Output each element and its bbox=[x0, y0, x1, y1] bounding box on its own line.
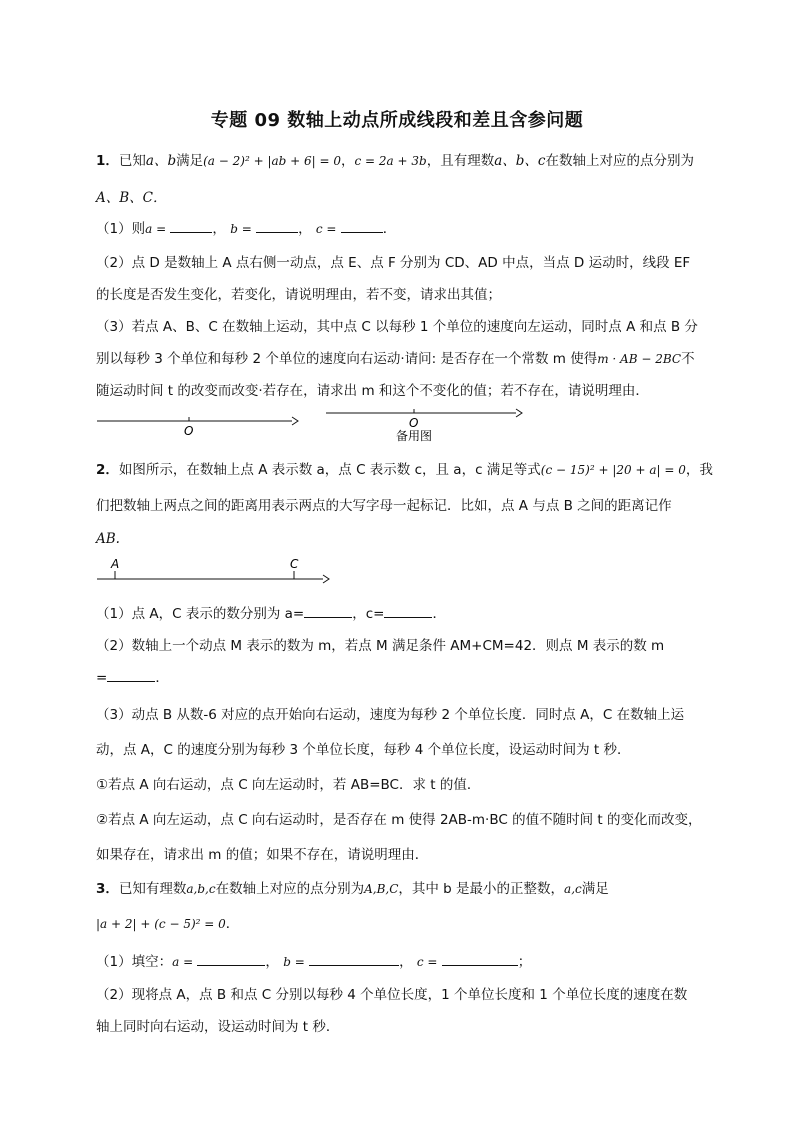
q2-answer-c-blank[interactable] bbox=[384, 605, 432, 618]
q2-part-1: （1）点 A，C 表示的数分别为 a= ，c= ． bbox=[96, 606, 446, 622]
q1-part-1: （1）则a = ， b = ， c = ． bbox=[96, 221, 397, 237]
q1-number-line-1 bbox=[97, 417, 298, 438]
q1-equation-1: (a − 2)² + |ab + 6| = 0 bbox=[203, 154, 341, 168]
q1-line-1: 1．已知a、b满足(a − 2)² + |ab + 6| = 0，c = 2a + 3b，且有理数a、b、c在数轴上对应的点分别为 bbox=[96, 153, 694, 169]
page-title: 专题 09 数轴上动点所成线段和差且含参问题 bbox=[210, 110, 584, 131]
q1-part-3-line-3: 随运动时间 t 的改变而改变·若存在，请求出 m 和这个不变化的值；若不存在，请说明理由． bbox=[96, 383, 649, 399]
q3-number: 3． bbox=[96, 881, 119, 897]
q1-part-3-line-2: 别以每秒 3 个单位和每秒 2 个单位的速度向右运动·请问: 是否存在一个常数 m 使得m · AB − 2BC不 bbox=[96, 351, 695, 367]
q2-line-2: 们把数轴上两点之间的距离用表示两点的大写字母一起标记．比如，点 A 与点 B 之间的距离记作 bbox=[96, 498, 672, 514]
q1-part-3-line-1: （3）若点 A、B、C 在数轴上运动，其中点 C 以每秒 1 个单位的速度向左运动，同时点 A 和点 B 分 bbox=[96, 319, 698, 335]
q2-answer-a-blank[interactable] bbox=[304, 605, 352, 618]
q2-line-1: 2．如图所示，在数轴上点 A 表示数 a，点 C 表示数 c，且 a，c 满足等式(c − 15)² + |20 + a| = 0，我 bbox=[96, 462, 713, 478]
q2-point-c-label: C bbox=[290, 557, 299, 571]
q2-part-3-line-2: 动，点 A，C 的速度分别为每秒 3 个单位长度，每秒 4 个单位长度，设运动时间为 t 秒． bbox=[96, 742, 631, 758]
q1-axis2-origin-label: O bbox=[409, 416, 419, 430]
q2-part-3-line-1: （3）动点 B 从数-6 对应的点开始向右运动，速度为每秒 2 个单位长度．同时点 A，C 在数轴上运 bbox=[96, 707, 685, 723]
q2-part-2-line-2: = ． bbox=[96, 670, 169, 686]
q2-number-line bbox=[0, 556, 794, 590]
q3-part-2-line-2: 轴上同时向右运动，设运动时间为 t 秒． bbox=[96, 1019, 340, 1035]
q3-answer-b-blank[interactable] bbox=[309, 953, 399, 966]
q3-line-1: 3．已知有理数a,b,c在数轴上对应的点分别为A,B,C，其中 b 是最小的正整数，a,c满足 bbox=[96, 881, 609, 897]
q2-answer-m-blank[interactable] bbox=[107, 669, 155, 682]
q1-answer-c-blank[interactable] bbox=[341, 220, 383, 233]
q2-point-a-label: A bbox=[111, 557, 120, 571]
q3-answer-a-blank[interactable] bbox=[197, 953, 265, 966]
q3-part-1: （1）填空：a = ， b = ， c = ； bbox=[96, 954, 532, 970]
q2-part-3-sub-2-line-1: ②若点 A 向左运动，点 C 向右运动时，是否存在 m 使得 2AB-m·BC 的值不随时间 t 的变化而改变， bbox=[96, 812, 702, 828]
q2-part-3-sub-2-line-2: 如果存在，请求出 m 的值；如果不存在，请说明理由． bbox=[96, 847, 429, 863]
q1-axis1-origin-label: O bbox=[184, 424, 194, 438]
q3-answer-c-blank[interactable] bbox=[442, 953, 518, 966]
q1-backup-figure-caption: 备用图 bbox=[396, 429, 433, 443]
q1-line-2: A、B、C． bbox=[96, 190, 167, 206]
q3-part-2-line-1: （2）现将点 A，点 B 和点 C 分别以每秒 4 个单位长度，1 个单位长度和 1 个单位长度的速度在数 bbox=[96, 987, 688, 1003]
q1-part-2-line-1: （2）点 D 是数轴上 A 点右侧一动点，点 E、点 F 分别为 CD、AD 中点，当点 D 运动时，线段 EF bbox=[96, 255, 691, 271]
q2-equation: (c − 15)² + |20 + a| = 0 bbox=[540, 463, 686, 477]
q3-line-2: |a + 2| + (c − 5)² = 0． bbox=[96, 916, 240, 932]
q1-equation-2: c = 2a + 3b bbox=[354, 154, 427, 168]
q3-equation: |a + 2| + (c − 5)² = 0 bbox=[96, 917, 226, 931]
q1-number: 1． bbox=[96, 153, 119, 169]
q1-number-line-2 bbox=[326, 409, 522, 443]
q1-part-2-line-2: 的长度是否发生变化，若变化，请说明理由，若不变，请求出其值； bbox=[96, 287, 501, 303]
q2-part-3-sub-1: ①若点 A 向右运动，点 C 向左运动时，若 AB=BC．求 t 的值． bbox=[96, 777, 481, 793]
q2-part-2-line-1: （2）数轴上一个动点 M 表示的数为 m，若点 M 满足条件 AM+CM=42．则点 M 表示的数 m bbox=[96, 638, 665, 654]
q2-number: 2． bbox=[96, 462, 119, 478]
q2-line-3: AB. bbox=[96, 531, 120, 547]
q1-number-lines bbox=[0, 405, 794, 445]
q1-answer-a-blank[interactable] bbox=[170, 220, 212, 233]
q1-answer-b-blank[interactable] bbox=[256, 220, 298, 233]
